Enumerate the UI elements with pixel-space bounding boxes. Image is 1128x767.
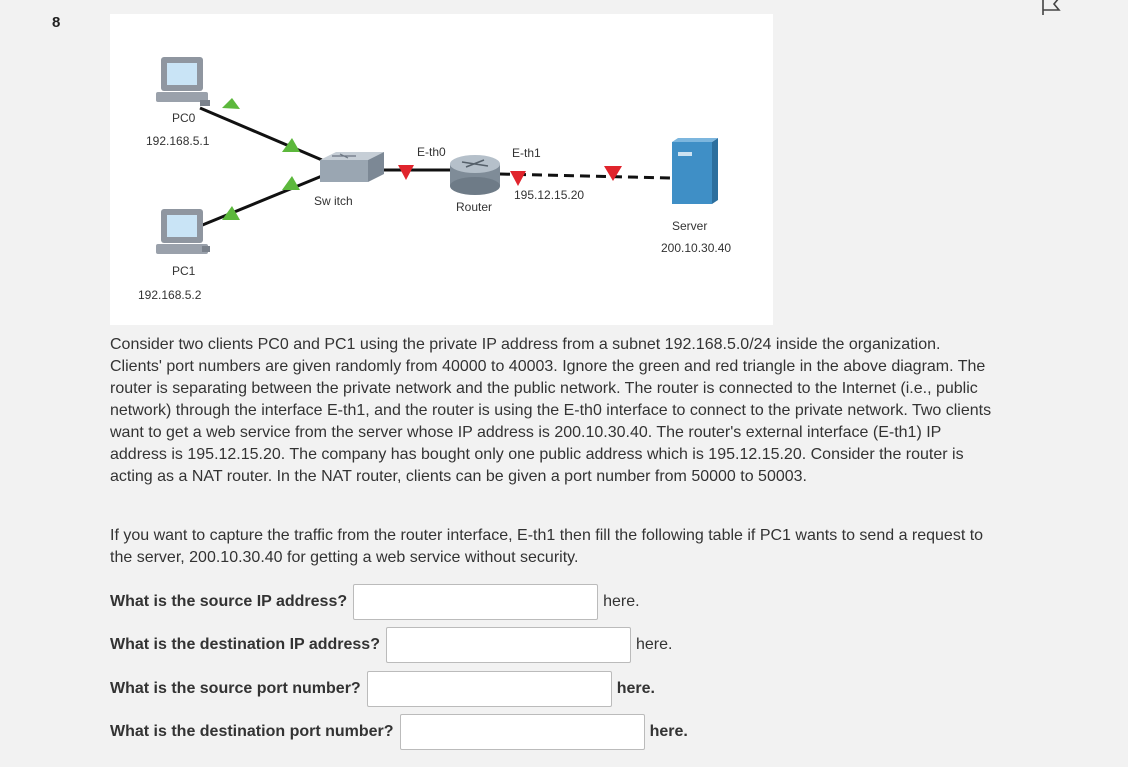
router-eth1-ip-label: 195.12.15.20 [514,188,585,202]
router-eth0-label: E-th0 [417,145,446,159]
router-icon [450,155,500,195]
network-diagram [110,14,773,325]
question-number: 8 [52,14,61,31]
destination-ip-input[interactable] [386,627,631,663]
server-label: Server [672,219,708,233]
link-status-triangle-green [222,98,240,109]
source-port-input[interactable] [367,671,612,707]
pc0-label: PC0 [172,111,196,125]
source-port-question-label: What is the source port number? [110,680,361,697]
server-ip-label: 200.10.30.40 [661,241,732,255]
link-status-triangle-red [510,171,526,186]
question-row-destination-ip [110,625,672,665]
question-row-destination-port [110,712,688,752]
link-status-triangle-red [398,165,414,180]
source-ip-suffix: here. [603,593,640,610]
pc1-ip-label: 192.168.5.2 [138,288,202,302]
source-ip-question-label: What is the source IP address? [110,593,348,610]
destination-ip-suffix: here. [635,636,673,653]
link-pc1-switch [200,176,322,226]
pc1-label: PC1 [172,264,196,278]
pc0-computer-icon [156,57,210,106]
destination-port-suffix: here. [649,723,688,740]
server-icon [672,138,718,204]
destination-ip-question-label: What is the destination IP address? [110,636,380,653]
question-paragraph: Consider two clients PC0 and PC1 using the private IP address from a subnet 192.168.5.0/24 inside the organization. Clients' port numbers are given randomly from 40000 to 40003. Ignore the green and red triangle in the above diagram. The router is separating between the private network and the public network. The router is connected to the Internet (i.e., public network) through the interface E-th1, and the router is using the E-th0 interface to connect to the private network. Two clients want to get a web service from the server whose IP address is 200.10.30.40. The router's external interface (E-th1) IP address is 195.12.15.20. The company has bought only one public address which is 195.12.15.20. Consider the router is acting as a NAT router. In the NAT router, clients can be given a port number from 50000 to 50003. [110,336,992,485]
pc0-ip-label: 192.168.5.1 [146,134,210,148]
link-status-triangle-green [282,176,300,190]
pc1-computer-icon [156,209,210,254]
link-status-triangle-green [222,206,240,220]
router-eth1-label: E-th1 [512,146,541,160]
flag-icon[interactable] [1040,0,1062,16]
destination-port-question-label: What is the destination port number? [110,723,394,740]
switch-icon [320,152,384,182]
instruction-paragraph: If you want to capture the traffic from the router interface, E-th1 then fill the following table if PC1 wants to send a request to the server, 200.10.30.40 for getting a web service without security. [110,527,984,566]
link-status-triangle-red [604,166,622,181]
source-ip-input[interactable] [353,584,598,620]
destination-port-input[interactable] [400,714,645,750]
switch-label: Sw itch [314,194,353,208]
question-row-source-port [110,669,655,709]
network-diagram-svg [110,14,773,325]
question-row-source-ip [110,582,640,622]
link-router-server [500,174,672,178]
router-label: Router [456,200,493,214]
source-port-suffix: here. [616,680,655,697]
link-pc0-switch [200,108,322,160]
